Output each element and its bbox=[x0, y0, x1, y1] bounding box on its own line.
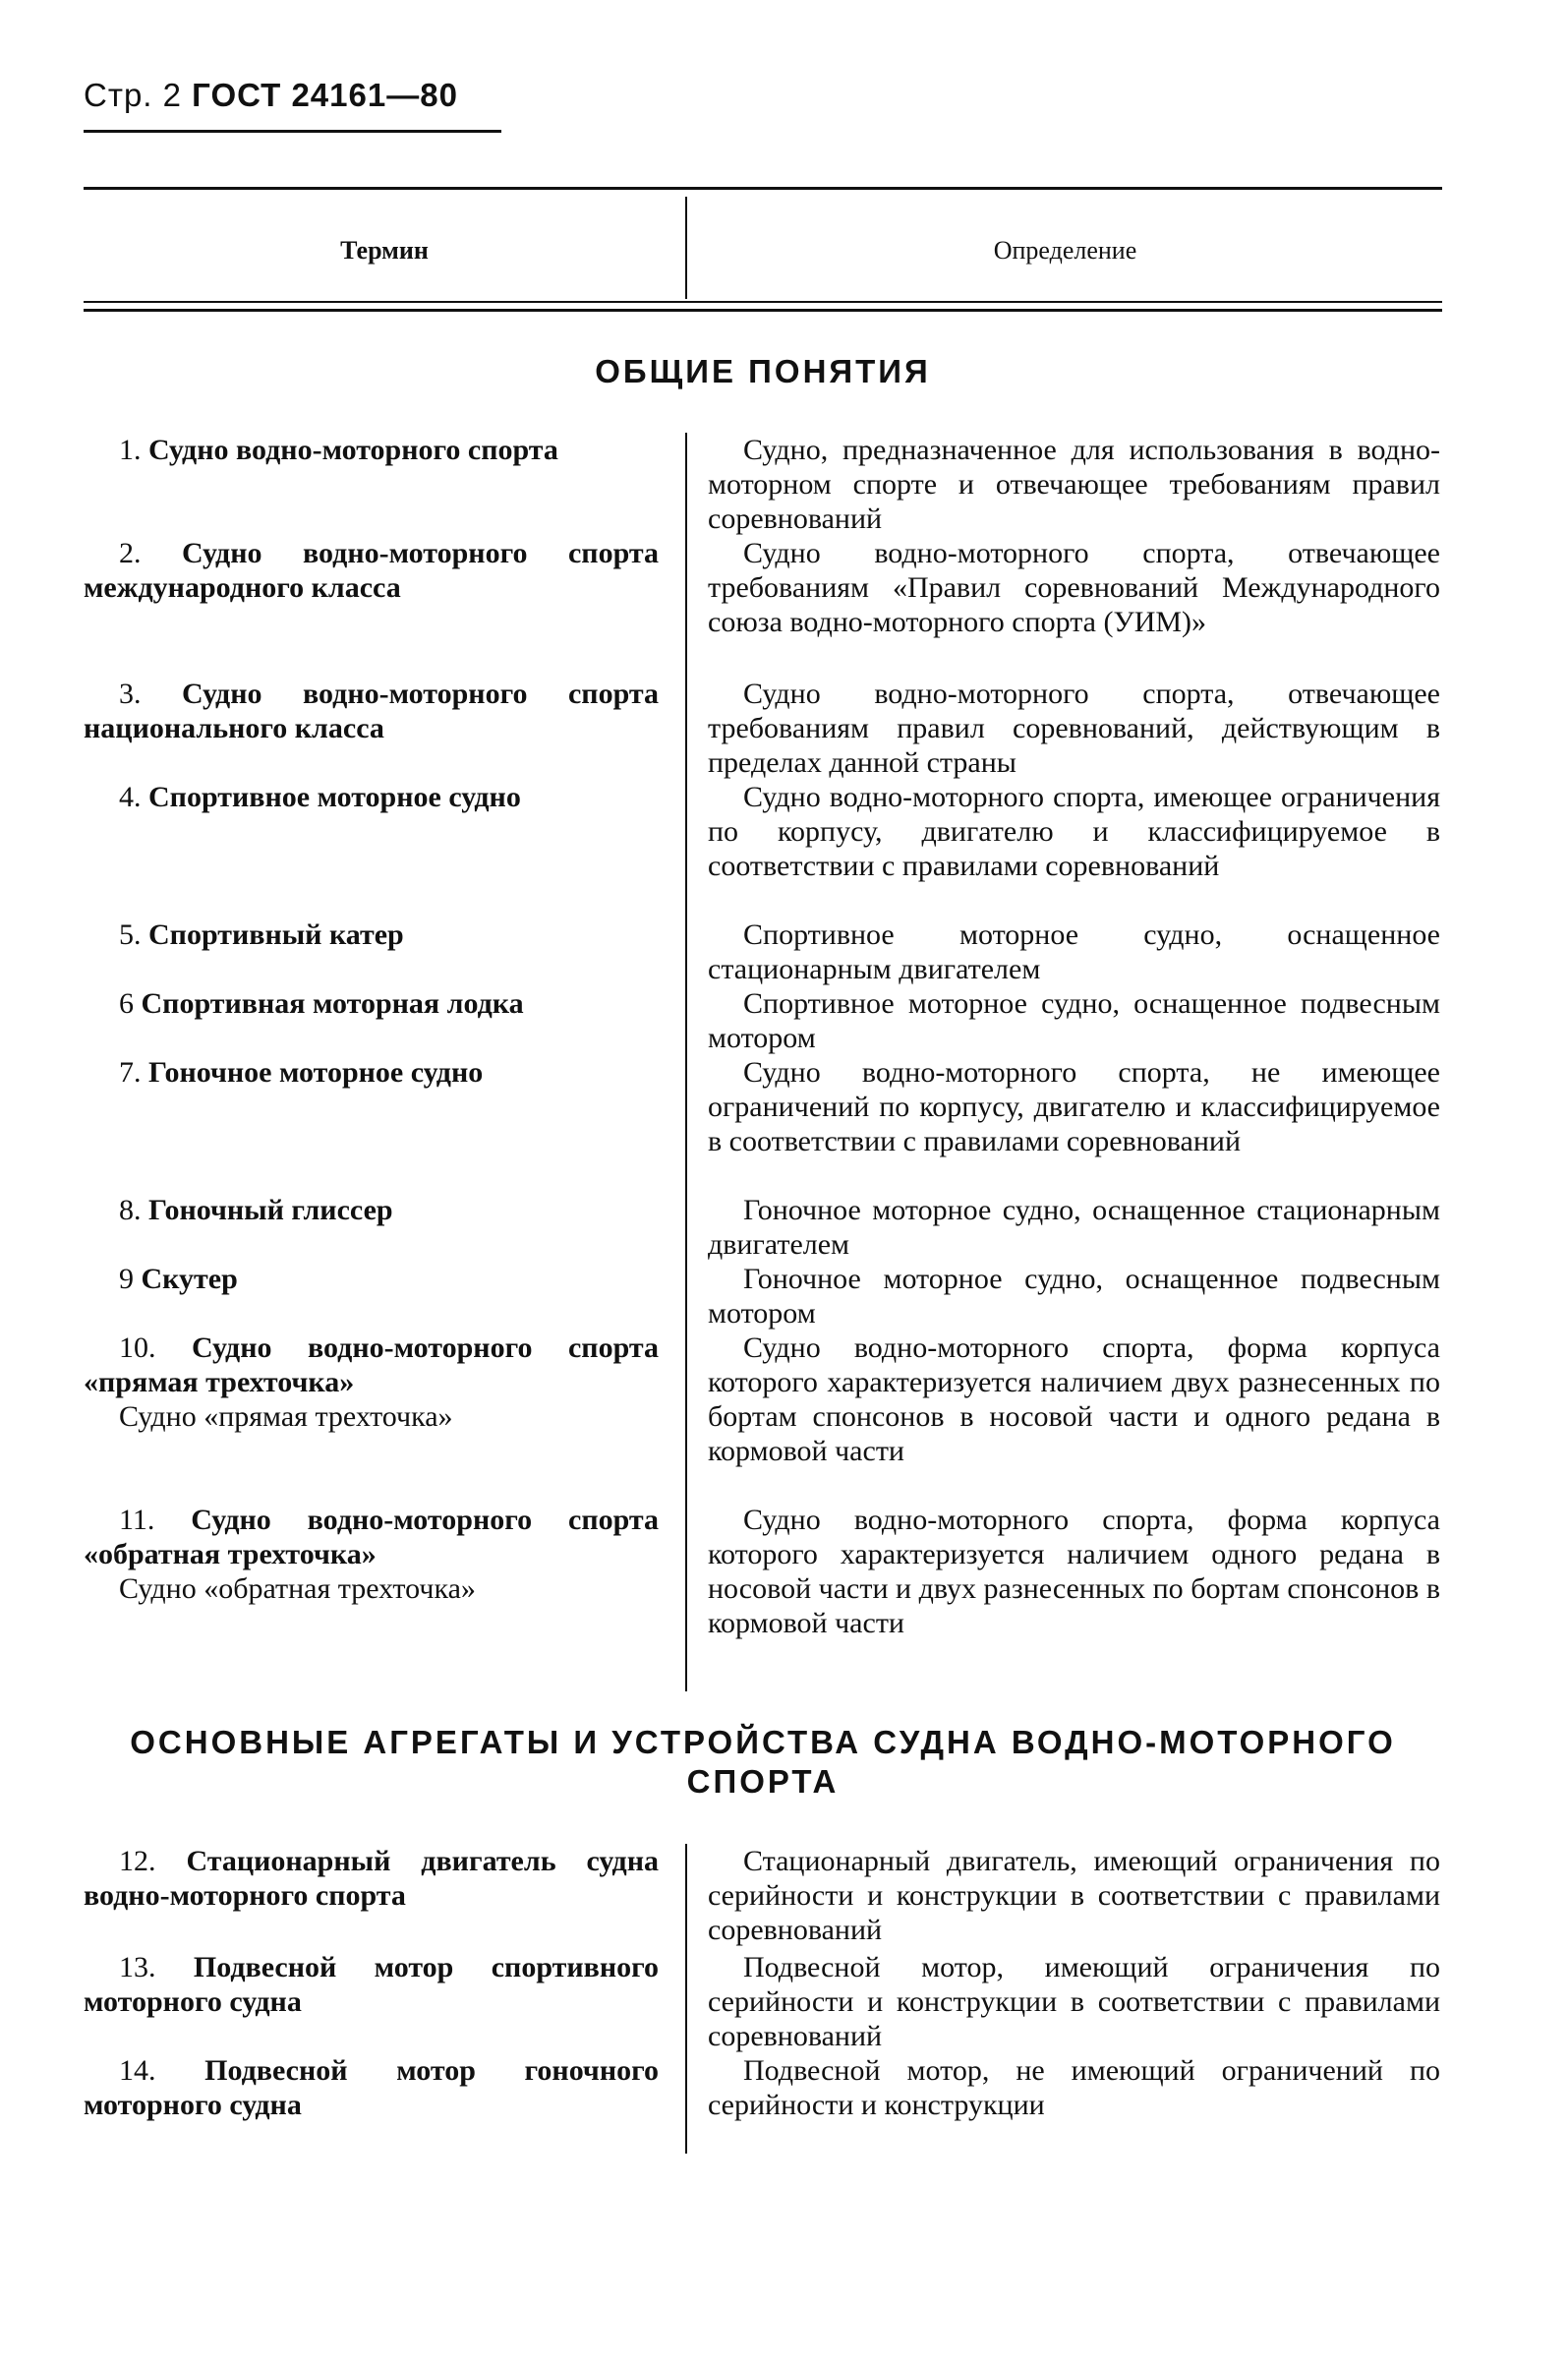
section-title: ОСНОВНЫЕ АГРЕГАТЫ И УСТРОЙСТВА СУДНА ВОДНО-МОТОРНОГО СПОРТА bbox=[130, 1724, 1396, 1800]
term-cell bbox=[84, 780, 659, 814]
table-top-rule bbox=[84, 187, 1442, 190]
term-text: Судно водно-моторного спорта «прямая трехточка» bbox=[84, 1331, 659, 1398]
definition-cell: Гоночное моторное судно, оснащенное подвесным мотором bbox=[708, 1263, 1440, 1330]
header-column-divider bbox=[685, 197, 687, 299]
definition-cell: Подвесной мотор, имеющий ограничения по серийности и конструкции в соответствии с правилами соревнований bbox=[708, 1951, 1440, 2052]
term-number: 11. bbox=[119, 1504, 155, 1536]
term-cell bbox=[84, 433, 659, 467]
section-title: ОБЩИЕ ПОНЯТИЯ bbox=[595, 353, 931, 389]
term-text: Судно водно-моторного спорта национального класса bbox=[84, 678, 659, 744]
term-number: 4. bbox=[119, 781, 142, 813]
table-header-rule bbox=[84, 301, 1442, 303]
definition-cell: Судно водно-моторного спорта, не имеющее ограничений по корпусу, двигателю и классифицируемое в соответствии с правилами соревнований bbox=[708, 1056, 1440, 1157]
header-rule bbox=[84, 130, 501, 133]
definition-cell: Судно водно-моторного спорта, форма корпуса которого характеризуется наличием одного редана в носовой части и двух разнесенных по бортам спонсонов в кормовой части bbox=[708, 1504, 1440, 1639]
term-text: Стационарный двигатель судна водно-моторного спорта bbox=[84, 1845, 660, 1912]
definition-cell: Стационарный двигатель, имеющий ограничения по серийности и конструкции в соответствии с правилами соревнований bbox=[708, 1845, 1440, 1946]
term-text: Гоночный глиссер bbox=[148, 1194, 393, 1226]
column-header-definition: Определение bbox=[993, 236, 1137, 265]
term-number: 5. bbox=[119, 918, 142, 951]
term-text: Судно водно-моторного спорта международного класса bbox=[84, 537, 659, 604]
page-number: Стр. 2 bbox=[84, 77, 182, 113]
term-text: Спортивный катер bbox=[148, 918, 404, 951]
term-synonym: Судно «прямая трехточка» bbox=[119, 1400, 453, 1433]
term-cell bbox=[84, 1262, 659, 1296]
term-cell bbox=[84, 1331, 659, 1434]
term-text: Гоночное моторное судно bbox=[148, 1056, 484, 1089]
term-text: Подвесной мотор спортивного моторного судна bbox=[84, 1951, 660, 2018]
definition-cell: Подвесной мотор, не имеющий ограничений по серийности и конструкции bbox=[708, 2054, 1440, 2121]
definition-cell: Гоночное моторное судно, оснащенное стационарным двигателем bbox=[708, 1194, 1440, 1261]
term-cell bbox=[84, 2053, 659, 2122]
term-text: Судно водно-моторного спорта bbox=[148, 434, 558, 466]
table-header-rule bbox=[84, 309, 1442, 312]
term-cell bbox=[84, 1844, 659, 1913]
definition-cell: Судно водно-моторного спорта, отвечающее требованиям правил соревнований, действующим в пределах данной страны bbox=[708, 678, 1440, 779]
column-divider bbox=[685, 1844, 687, 2154]
term-number: 8. bbox=[119, 1194, 142, 1226]
term-text: Спортивное моторное судно bbox=[148, 781, 521, 813]
term-number: 14. bbox=[119, 2054, 156, 2087]
term-number: 6 bbox=[119, 987, 134, 1020]
term-text: Судно водно-моторного спорта «обратная трехточка» bbox=[84, 1504, 659, 1570]
term-cell bbox=[84, 677, 659, 745]
term-cell bbox=[84, 1503, 659, 1606]
term-number: 9 bbox=[119, 1263, 134, 1295]
definition-cell: Судно водно-моторного спорта, форма корпуса которого характеризуется наличием двух разнесенных по бортам спонсонов в носовой части и одного редана в кормовой части bbox=[708, 1331, 1440, 1467]
definition-cell: Спортивное моторное судно, оснащенное подвесным мотором bbox=[708, 987, 1440, 1054]
column-divider bbox=[685, 433, 687, 1691]
term-number: 2. bbox=[119, 537, 142, 569]
term-number: 7. bbox=[119, 1056, 142, 1089]
term-text: Скутер bbox=[141, 1263, 238, 1295]
definition-cell: Судно, предназначенное для использования в водно-моторном спорте и отвечающее требованиям правил соревнований bbox=[708, 434, 1440, 535]
definition-cell: Спортивное моторное судно, оснащенное стационарным двигателем bbox=[708, 918, 1440, 985]
column-header-term: Термин bbox=[340, 236, 429, 265]
term-number: 1. bbox=[119, 434, 142, 466]
term-number: 12. bbox=[119, 1845, 156, 1877]
term-cell bbox=[84, 917, 659, 952]
definition-cell: Судно водно-моторного спорта, имеющее ограничения по корпусу, двигателю и классифицируемое в соответствии с правилами соревнований bbox=[708, 781, 1440, 882]
term-synonym: Судно «обратная трехточка» bbox=[119, 1572, 476, 1605]
term-cell bbox=[84, 1193, 659, 1227]
standard-number: ГОСТ 24161—80 bbox=[192, 77, 458, 113]
term-cell bbox=[84, 536, 659, 605]
term-text: Подвесной мотор гоночного моторного судна bbox=[84, 2054, 659, 2121]
definition-cell: Судно водно-моторного спорта, отвечающее требованиям «Правил соревнований Международного союза водно-моторного спорта (УИМ)» bbox=[708, 537, 1440, 638]
page-header bbox=[84, 77, 458, 114]
term-text: Спортивная моторная лодка bbox=[141, 987, 524, 1020]
term-number: 13. bbox=[119, 1951, 156, 1983]
term-cell bbox=[84, 1950, 659, 2019]
term-number: 10. bbox=[119, 1331, 156, 1364]
term-number: 3. bbox=[119, 678, 142, 710]
term-cell bbox=[84, 986, 659, 1021]
term-cell bbox=[84, 1055, 659, 1090]
